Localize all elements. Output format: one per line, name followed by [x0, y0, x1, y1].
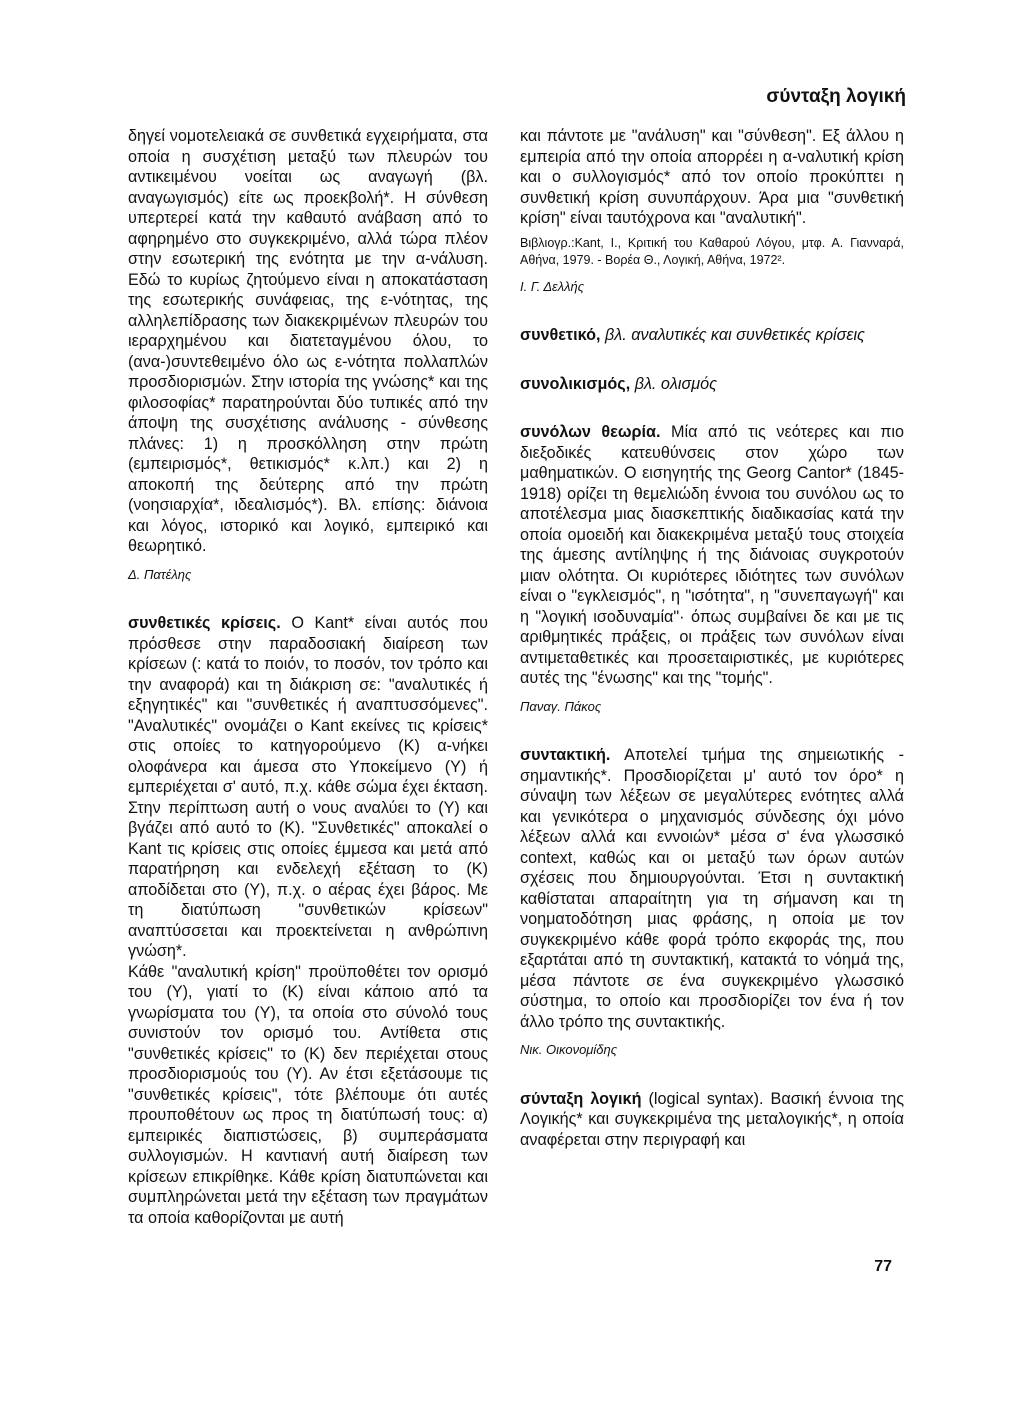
entry-text: Μία από τις νεότερες και πιο διεξοδικές κατευθύνσεις στον χώρο των μαθηματικών. Ο εισηγητής της Georg Cantor* (1845-1918) ορίζει τη θεμελιώδη έννοια του συνόλου ως το αποτέλεσμα μιας διασκεπτικής διαδικασίας κατά την οποία ομοειδή και διακεκριμένα μεταξύ τους στοιχεία της άμεσης αντίληψης ή της διάνοιας συγκροτούν μιαν ολότητα. Οι κυριότερες ιδιότητες των συνόλων είναι ο "εγκλεισμός", η "ισότητα", η "συνεπαγωγή" και η "λογική ισοδυναμία"· όπως συμβαίνει δε και με τις αριθμητικές πράξεις, οι πράξεις των συνόλων είναι αντιμεταθετικές και προσεταιριστικές, με κυριότερες αυτές της "ένωσης" και της "τομής". — [520, 423, 905, 687]
entry-syntaktiki — [520, 745, 904, 1032]
bibliography: Βιβλιογρ.:Kant, I., Κριτική του Καθαρού Λόγου, μτφ. Α. Γιανναρά, Αθήνα, 1979. - Βορέα Θ., Λογική, Αθήνα, 1972². — [520, 235, 904, 267]
author-signature: Ι. Γ. Δελλής — [520, 278, 585, 294]
paragraph: δηγεί νομοτελειακά σε συνθετικά εγχειρήματα, στα οποία η συσχέτιση μεταξύ των πλευρών του αντικειμένου νοείται ως αναγωγή (βλ. αναγωγισμός) είτε ως προεκβολή*. Η σύνθεση υπερτερεί κατά την καθαυτό ανάβαση από το αφηρημένο στο συγκεκριμένο, αλλά τώρα πλέον στην εσωτερική της ενότητα με την α-νάλυση. Εδώ το κυρίως ζητούμενο είναι η αποκατάσταση της εσωτερικής συνάφειας, της ε-νότητας, της αλληλεπίδρασης των διακεκριμένων πλευρών του ιεραρχημένου και διατεταγμένου όλου, το (ανα-)συντεθειμένο όλο ως ε-νότητα πολλαπλών προσδιορισμών. Στην ιστορία της γνώσης* και της φιλοσοφίας* παρατηρούνται δύο τυπικές από την άποψη της συσχέτισης ανάλυσης - σύνθεσης πλάνες: 1) η προσκόλληση στην πρώτη (εμπειρισμός*, θετικισμός* κ.λπ.) και 2) η αποκοπή της δεύτερης από την πρώτη (νοησιαρχία*, ιδεαλισμός*). Βλ. επίσης: διάνοια και λόγος, ιστορικό και λογικό, εμπειρικό και θεωρητικό. — [128, 127, 488, 555]
entry-synthetikes-kriseis — [128, 613, 488, 962]
left-column — [128, 126, 488, 1228]
right-column — [520, 126, 904, 1150]
entry-term: συνολικισμός, — [520, 374, 631, 393]
entry-synthetiko — [520, 325, 904, 346]
author-signature: Νικ. Οικονομίδης — [520, 1042, 618, 1057]
page-number: 77 — [874, 1258, 892, 1275]
entry-text: Αποτελεί τμήμα της σημειωτικής - σημαντικής*. Προσδιορίζεται μ' αυτό τον όρο* η σύναψη των λέξεων σε μεγαλύτερες ενότητες αλλά και γενικότερα ο μηχανισμός σύνδεσης όχι μόνο λέξεων αλλά και εννοιών* μέσα σ' ένα γλωσσικό context, καθώς και οι μεταξύ των όρων αυτών σχέσεις που δημιουργούνται. Έτσι η συντακτική καθίσταται απαραίτητη για τη σήμανση και τη νοηματοδότηση μιας φράσης, η οποία με τον συγκεκριμένο κάθε φορά τρόπο εκφοράς της, που εξαρτάται από τη συντακτική, κατακτά το νόημά της, μέσα πάντοτε σε ένα συγκεκριμένο γλωσσικό σύστημα, το οποίο και προσδιορίζει τον ένα ή τον άλλο τρόπο της συντακτικής. — [520, 746, 904, 1031]
entry-text: βλ. ολισμός — [634, 374, 717, 393]
author-signature: Δ. Πατέλης — [128, 566, 192, 582]
entry-term: συνθετικές κρίσεις. — [128, 614, 281, 632]
paragraph: και πάντοτε με "ανάλυση" και "σύνθεση". Εξ άλλου η εμπειρία από την οποία απορρέει η α-ναλυτική κρίση και ο συλλογισμός* από τον οποίο προκύπτει η συνθετική κρίση συνυπάρχουν. Άρα μια "συνθετική κρίση" είναι ταυτόχρονα και "αναλυτική". — [520, 127, 904, 227]
entry-term: συνθετικό, — [520, 326, 601, 344]
entry-syntaxi-logiki — [520, 1089, 904, 1151]
paragraph: Κάθε "αναλυτική κρίση" προϋποθέτει τον ορισμό του (Υ), γιατί το (Κ) είναι κάποιο από τα γνωρίσματα του (Υ), τα οποία στο σύνολό τους συνιστούν τον ορισμό του. Αντίθετα στις "συνθετικές κρίσεις" το (Κ) δεν περιέχεται στους προσδιορισμούς του (Υ). Αν έτσι εξετάσουμε τις "συνθετικές κρίσεις", τότε βλέπουμε ότι αυτές προυποθέτουν ως προς τη διατύπωσή τους: α) εμπειρικές διαπιστώσεις, β) συμπεράσματα συλλογισμών. Η καντιανή αυτή διαίρεση των κρίσεων επικρίθηκε. Κάθε κρίση διατυπώνεται και συμπληρώνεται μετά την εξέταση των πραγμάτων τα οποία καθορίζονται με αυτή — [128, 962, 488, 1227]
entry-term: συντακτική. — [520, 746, 611, 764]
entry-term: συνόλων θεωρία. — [520, 423, 661, 441]
entry-text: Ο Kant* είναι αυτός που πρόσθεσε στην παραδοσιακή διαίρεση των κρίσεων (: κατά το ποιόν, το ποσόν, τον τρόπο και την αναφορά) και τη διάκριση σε: "αναλυτικές ή εξηγητικές" και "συνθετικές ή αναπτυσσόμενες". "Αναλυτικές" ονομάζει ο Kant εκείνες τις κρίσεις* στις οποίες το κατηγορούμενο (Κ) α-νήκει ολοφάνερα και άμεσα στο Υποκείμενο (Υ) ή εμπεριέχεται σ' αυτό, π.χ. κάθε σώμα έχει έκταση. Στην περίπτωση αυτή ο νους αναλύει το (Υ) και βγάζει από αυτό το (Κ). "Συνθετικές" αποκαλεί ο Kant τις κρίσεις στις οποίες έμμεσα και μετά από παρατήρηση και ενδελεχή εξέταση το (Κ) αποδίδεται στο (Υ), π.χ. ο αέρας έχει βάρος. Με τη διατύπωση "συνθετικών κρίσεων" αναπτύσσεται και προεκτείνεται η ανθρώπινη γνώση*. — [128, 614, 489, 960]
entry-text: (logical syntax). Βασική έννοια της Λογικής* και συγκεκριμένα της μεταλογικής*, η οποία αναφέρεται στην περιγραφή και — [520, 1089, 905, 1149]
entry-term: σύνταξη λογική — [520, 1089, 642, 1108]
running-header: σύνταξη λογική — [766, 86, 906, 107]
entry-text: βλ. αναλυτικές και συνθετικές κρίσεις — [605, 326, 865, 344]
author-signature: Παναγ. Πάκος — [520, 698, 602, 714]
entry-synolon-theoria — [520, 422, 904, 689]
entry-synolikismos — [520, 374, 904, 395]
